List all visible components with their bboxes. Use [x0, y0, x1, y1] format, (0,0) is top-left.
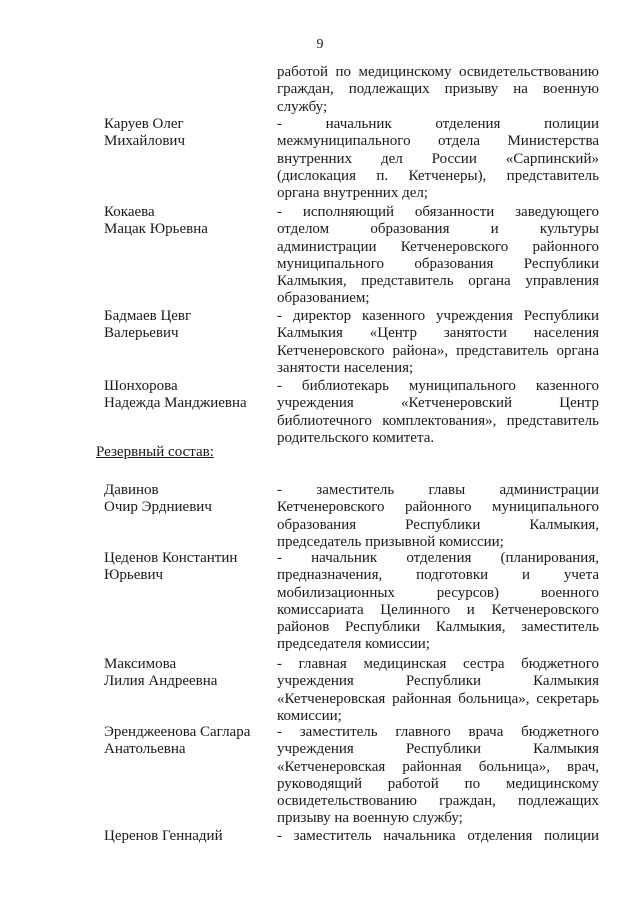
name-line: Очир Эрдниевич [104, 499, 212, 516]
description-line: «Кетченеровская районная больница», врач, [277, 758, 599, 775]
description-line: призыву на военную службу; [277, 810, 463, 827]
name-line: Церенов Геннадий [104, 828, 223, 844]
description-line: образованием; [277, 290, 370, 307]
description-line: комиссии; [277, 707, 342, 724]
member-name [104, 378, 274, 413]
name-line: Максимова [104, 656, 177, 672]
member-description [277, 64, 599, 116]
description-line: предназначения, подготовки и учета [277, 567, 599, 584]
description-line: занятости населения; [277, 359, 414, 376]
member-name [104, 828, 274, 845]
description-line: районов Республики Калмыкия, заместитель [277, 619, 599, 636]
reserve-section-title: Резервный состав: [96, 444, 214, 460]
member-name [104, 656, 274, 691]
member-name [104, 482, 274, 517]
member-description [277, 828, 599, 845]
description-line: председатель призывной комиссии; [277, 533, 504, 550]
description-line: - главная медицинская сестра бюджетного [277, 656, 599, 672]
description-line: отделом образования и культуры [277, 221, 599, 238]
description-line: - заместитель главного врача бюджетного [277, 724, 599, 740]
member-description [277, 656, 599, 725]
description-line: учреждения Республики Калмыкия [277, 741, 599, 758]
name-line: Мацак Юрьевна [104, 221, 208, 238]
description-line: внутренних дел России «Сарпинский» [277, 150, 599, 167]
name-line: Давинов [104, 482, 159, 498]
name-line: Кокаева [104, 204, 155, 220]
name-line: Каруев Олег [104, 116, 184, 132]
description-line: граждан, подлежащих призыву на военную [277, 81, 599, 98]
description-line: - начальник отделения полиции [277, 116, 599, 132]
description-line: службу; [277, 98, 328, 115]
description-line: - начальник отделения (планирования, [277, 550, 599, 566]
name-line: Бадмаев Цевг [104, 308, 192, 324]
description-line: освидетельствованию граждан, подлежащих [277, 793, 599, 810]
member-description [277, 550, 599, 654]
member-name [104, 116, 274, 151]
description-line: Калмыкия «Центр занятости населения [277, 325, 599, 342]
name-line: Юрьевич [104, 567, 164, 584]
description-line: Кетченеровского района», представитель органа [277, 342, 599, 359]
description-line: - заместитель начальника отделения полиции [277, 828, 599, 844]
member-description [277, 116, 599, 202]
description-line: «Кетченеровская районная больница», секретарь [277, 690, 599, 707]
name-line: Эренджеенова Саглара [104, 724, 251, 740]
member-description [277, 482, 599, 551]
description-line: руководящий работой по медицинскому [277, 775, 599, 792]
description-line: - библиотекарь муниципального казенного [277, 378, 599, 394]
description-line: учреждения «Кетченеровский Центр [277, 395, 599, 412]
description-line: администрации Кетченеровского районного [277, 238, 599, 255]
description-line: (дислокация п. Кетченеры), представитель [277, 167, 599, 184]
member-name [104, 204, 274, 239]
description-line: - заместитель главы администрации [277, 482, 599, 498]
member-name [104, 308, 274, 343]
description-line: Кетченеровского районного муниципального [277, 499, 599, 516]
description-line: органа внутренних дел; [277, 185, 429, 202]
description-line: родительского комитета. [277, 429, 435, 446]
description-line: мобилизационных ресурсов) военного [277, 584, 599, 601]
description-line: учреждения Республики Калмыкия [277, 673, 599, 690]
description-line: Калмыкия, представитель органа управления [277, 273, 599, 290]
description-line: - исполняющий обязанности заведующего [277, 204, 599, 220]
name-line: Лилия Андреевна [104, 673, 218, 690]
member-description [277, 204, 599, 308]
description-line: муниципального образования Республики [277, 255, 599, 272]
name-line: Цеденов Константин [104, 550, 238, 566]
description-line: комиссариата Целинного и Кетченеровского [277, 601, 599, 618]
page-number: 9 [316, 37, 324, 52]
description-line: библиотечного комплектования», представитель [277, 412, 599, 429]
member-description [277, 724, 599, 828]
name-line: Анатольевна [104, 741, 186, 758]
description-line: председателя комиссии; [277, 636, 430, 653]
member-name [104, 724, 274, 759]
name-line: Михайлович [104, 133, 185, 150]
member-description [277, 308, 599, 377]
description-line: межмуниципального отдела Министерства [277, 133, 599, 150]
description-line: работой по медицинскому освидетельствованию [277, 64, 599, 80]
name-line: Надежда Манджиевна [104, 395, 247, 412]
name-line: Валерьевич [104, 325, 179, 342]
description-line: образования Республики Калмыкия, [277, 516, 599, 533]
member-name [104, 550, 274, 585]
name-line: Шонхорова [104, 378, 178, 394]
description-line: - директор казенного учреждения Республики [277, 308, 599, 324]
member-description [277, 378, 599, 447]
